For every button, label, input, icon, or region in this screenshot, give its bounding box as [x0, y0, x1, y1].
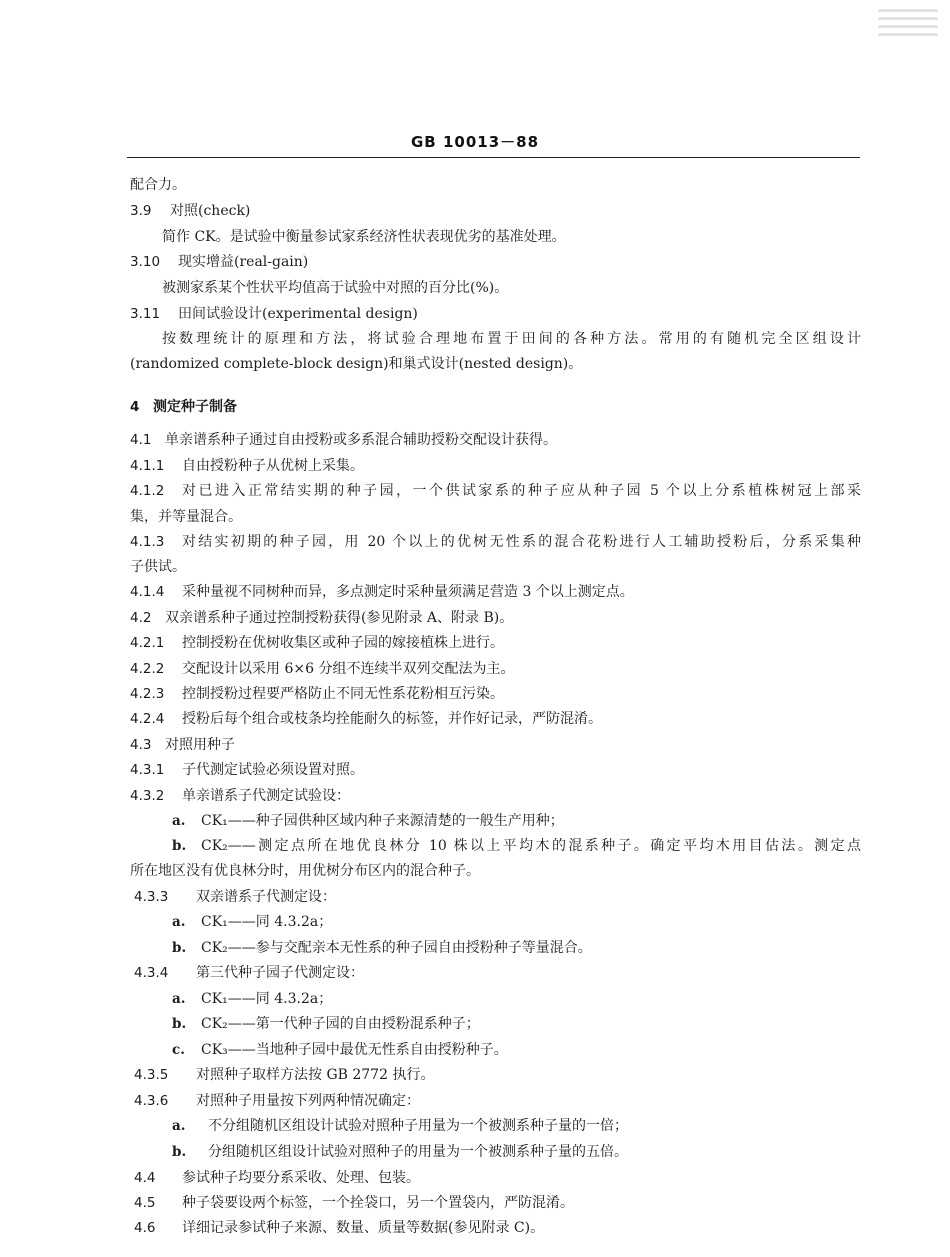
- list-item: a. 不分组随机区组设计试验对照种子用量为一个被测系种子量的一倍；: [172, 1118, 628, 1134]
- clause-4-3-2: 4.3.2 单亲谱系子代测定试验设：: [130, 788, 350, 804]
- clause-4-1: 4.1 单亲谱系种子通过自由授粉或多系混合辅助授粉交配设计获得。: [130, 432, 557, 448]
- clause-3-11: 3.11 田间试验设计(experimental design): [130, 306, 418, 322]
- list-item: a. CK₁——同 4.3.2a；: [172, 991, 333, 1007]
- line: 简作 CK。是试验中衡量参试家系经济性状表现优劣的基准处理。: [162, 229, 566, 245]
- clause-4-6: 4.6 详细记录参试种子来源、数量、质量等数据(参见附录 C)。: [134, 1220, 545, 1236]
- clause-4-1-3: 4.1.3 对结实初期的种子园，用 20 个以上的优树无性系的混合花粉进行人工辅助授粉后，分系采集种: [130, 534, 861, 550]
- line: 集，并等量混合。: [130, 509, 242, 525]
- list-item: c. CK₃——当地种子园中最优无性系自由授粉种子。: [172, 1042, 508, 1058]
- corner-watermark: [878, 4, 938, 36]
- clause-4-3-6: 4.3.6 对照种子用量按下列两种情况确定：: [134, 1093, 420, 1109]
- list-item: a. CK₁——同 4.3.2a；: [172, 914, 333, 930]
- clause-4-3-1: 4.3.1 子代测定试验必须设置对照。: [130, 762, 364, 778]
- clause-3-9: 3.9 对照(check): [130, 203, 251, 219]
- line: 所在地区没有优良林分时，用优树分布区内的混合种子。: [130, 863, 480, 879]
- list-item: a. CK₁——种子园供种区域内种子来源清楚的一般生产用种；: [172, 813, 564, 829]
- list-item: b. CK₂——第一代种子园的自由授粉混系种子；: [172, 1016, 480, 1032]
- clause-4-3-5: 4.3.5 对照种子取样方法按 GB 2772 执行。: [134, 1067, 435, 1083]
- line: 被测家系某个性状平均值高于试验中对照的百分比(%)。: [162, 280, 509, 296]
- clause-4-1-4: 4.1.4 采种量视不同树种而异，多点测定时采种量须满足营造 3 个以上测定点。: [130, 584, 634, 600]
- line: (randomized complete-block design)和巢式设计(nested design)。: [130, 356, 583, 372]
- line: 配合力。: [130, 177, 186, 193]
- list-item: b. CK₂——测定点所在地优良林分 10 株以上平均木的混系种子。确定平均木用目估法。测定点: [172, 838, 861, 854]
- clause-4-2-4: 4.2.4 授粉后每个组合或枝条均拴能耐久的标签，并作好记录，严防混淆。: [130, 711, 602, 727]
- section-heading-4: 4 测定种子制备: [130, 399, 237, 415]
- clause-4-2-1: 4.2.1 控制授粉在优树收集区或种子园的嫁接植株上进行。: [130, 635, 504, 651]
- header-rule: [127, 157, 860, 158]
- line: 按数理统计的原理和方法，将试验合理地布置于田间的各种方法。常用的有随机完全区组设计: [162, 331, 861, 347]
- clause-4-1-1: 4.1.1 自由授粉种子从优树上采集。: [130, 458, 364, 474]
- clause-4-2-3: 4.2.3 控制授粉过程要严格防止不同无性系花粉相互污染。: [130, 686, 504, 702]
- clause-4-3-4: 4.3.4 第三代种子园子代测定设：: [134, 965, 364, 981]
- clause-4-1-2: 4.1.2 对已进入正常结实期的种子园，一个供试家系的种子应从种子园 5 个以上分系植株树冠上部采: [130, 483, 861, 499]
- clause-4-5: 4.5 种子袋要设两个标签，一个拴袋口，另一个置袋内，严防混淆。: [134, 1195, 574, 1211]
- clause-4-3: 4.3 对照用种子: [130, 737, 235, 753]
- clause-4-4: 4.4 参试种子均要分系采收、处理、包装。: [134, 1170, 420, 1186]
- line: 子供试。: [130, 559, 186, 575]
- list-item: b. CK₂——参与交配亲本无性系的种子园自由授粉种子等量混合。: [172, 940, 592, 956]
- list-item: b. 分组随机区组设计试验对照种子的用量为一个被测系种子量的五倍。: [172, 1144, 628, 1160]
- clause-3-10: 3.10 现实增益(real-gain): [130, 254, 309, 270]
- page-header: GB 10013－88: [410, 133, 540, 151]
- clause-4-2-2: 4.2.2 交配设计以采用 6×6 分组不连续半双列交配法为主。: [130, 661, 515, 677]
- clause-4-2: 4.2 双亲谱系种子通过控制授粉获得(参见附录 A、附录 B)。: [130, 610, 514, 626]
- clause-4-3-3: 4.3.3 双亲谱系子代测定设：: [134, 889, 336, 905]
